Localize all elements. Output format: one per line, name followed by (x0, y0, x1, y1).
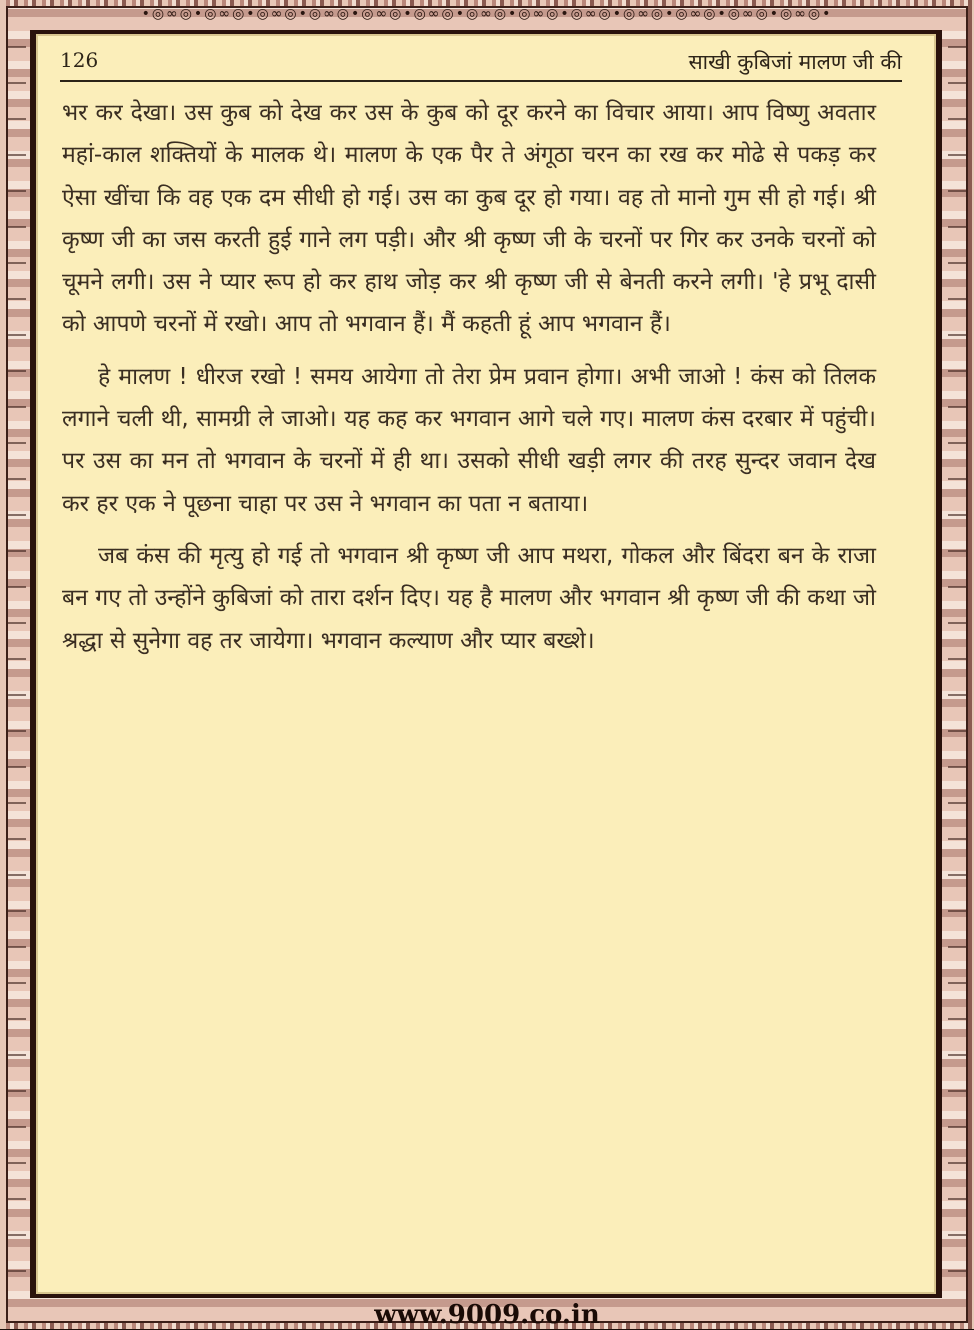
paragraph-1: भर कर देखा। उस कुब को देख कर उस के कुब को दूर करने का विचार आया। आप विष्णु अवतार महां-काल शक्तियों के मालक थे। मालण के एक पैर ते अंगूठा चरन का रख कर मोढे से पकड़ कर ऐसा खींचा कि वह एक दम सीधी हो गई। उस का कुब दूर हो गया। वह तो मानो गुम सी हो गई। श्री कृष्ण जी का जस करती हुई गाने लग पड़ी। और श्री कृष्ण जी के चरनों पर गिर कर उनके चरनों को चूमने लगी। उस ने प्यार रूप हो कर हाथ जोड़ कर श्री कृष्ण जी से बेनती करने लगी। 'हे प्रभू दासी को आपणे चरनों में रखो। आप तो भगवान हैं। मैं कहती हूं आप भगवान हैं। (62, 92, 876, 346)
header-rule (60, 80, 902, 82)
page-body (62, 92, 876, 672)
top-ornament: •◎∞◎•◎∞◎•◎∞◎•◎∞◎•◎∞◎•◎∞◎•◎∞◎•◎∞◎•◎∞◎•◎∞◎•◎∞◎•◎∞◎•◎∞◎• (40, 6, 934, 22)
right-ornament (948, 40, 966, 1290)
paragraph-3: जब कंस की मृत्यु हो गई तो भगवान श्री कृष्ण जी आप मथरा, गोकल और बिंदरा बन के राजा बन गए तो उन्होंने कुबिजां को तारा दर्शन दिए। यह है मालण और भगवान श्री कृष्ण जी की कथा जो श्रद्धा से सुनेगा वह तर जायेगा। भगवान कल्याण और प्यार बख्शे। (62, 535, 876, 662)
page-header (60, 48, 902, 88)
running-title: साखी कुबिजां मालण जी की (688, 48, 902, 76)
footer-url: www.9009.co.in (0, 1300, 974, 1330)
page-number: 126 (60, 48, 98, 72)
left-ornament (8, 40, 26, 1290)
paragraph-2: हे मालण ! धीरज रखो ! समय आयेगा तो तेरा प्रेम प्रवान होगा। अभी जाओ ! कंस को तिलक लगाने चली थी, सामग्री ले जाओ। यह कह कर भगवान आगे चले गए। मालण कंस दरबार में पहुंची। पर उस का मन तो भगवान के चरनों में ही था। उसको सीधी खड़ी लगर की तरह सुन्दर जवान देख कर हर एक ने पूछना चाहा पर उस ने भगवान का पता न बताया। (62, 356, 876, 525)
